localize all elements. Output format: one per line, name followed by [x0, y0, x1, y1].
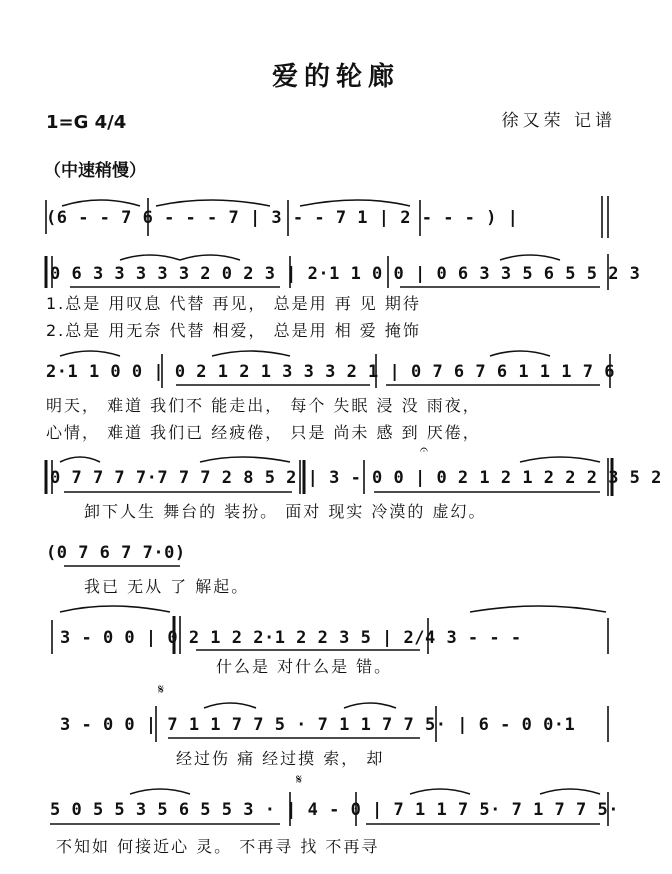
notation-line: 3 - 0 0 | 0 2 1 2 2·1 2 2 3 5 | 2/4 3 - - -: [60, 628, 522, 648]
lyric-line: 我已 无从 了 解起。: [84, 577, 250, 596]
lyric-line-verse-2: 2.总是 用无奈 代替 相爱， 总是用 相 爱 掩饰: [46, 321, 421, 340]
lyric-line-verse-1: 明天， 难道 我们不 能走出， 每个 失眠 浸 没 雨夜，: [46, 396, 481, 415]
lyric-line: 卸下人生 舞台的 装扮。 面对 现实 冷漠的 虚幻。: [84, 502, 487, 521]
notation-line: 3 - 0 0 | 7 1 1 7 7 5 · 7 1 1 7 7 5· | 6 - 0 0·1: [60, 715, 576, 735]
tempo-marking: （中速稍慢）: [44, 161, 146, 181]
svg-text:𝄋: 𝄋: [158, 682, 165, 698]
notation-line: 0 6 3 3 3 3 3 2 0 2 3 | 2·1 1 0 0 | 0 6 3 3 5 6 5 5 2 3: [50, 264, 641, 284]
svg-text:𝄋: 𝄋: [296, 772, 303, 788]
lyric-line: 不知如 何接近心 灵。 不再寻 找 不再寻: [56, 837, 380, 856]
lyric-line: 什么是 对什么是 错。: [216, 657, 393, 676]
transcriber-credit: 徐又荣 记谱: [501, 111, 616, 131]
notation-line: 0 7 7 7 7·7 7 7 2 8 5 2 | 3 - 0 0 | 0 2 1 2 1 2 2 2 3 5 2: [50, 468, 662, 488]
notation-line: (6 - - 7 6 - - - 7 | 3 - - 7 1 | 2 - - - ) |: [46, 208, 519, 228]
lyric-line-verse-1: 1.总是 用叹息 代替 再见， 总是用 再 见 期待: [46, 294, 421, 313]
lyric-line-verse-2: 心情， 难道 我们已 经疲倦， 只是 尚未 感 到 厌倦，: [46, 423, 481, 442]
notation-line: 5 0 5 5 3 5 6 5 5 3 · | 4 - 0 | 7 1 1 7 5· 7 1 7 7 5·: [50, 800, 619, 820]
notation-line: (0 7 6 7 7·0): [46, 543, 186, 563]
song-title: 爱的轮廊: [271, 62, 400, 92]
svg-text:𝄐: 𝄐: [420, 442, 428, 458]
lyric-line: 经过伤 痛 经过摸 索， 却: [176, 749, 385, 768]
key-signature: 1=G 4/4: [46, 112, 127, 133]
notation-line: 2·1 1 0 0 | 0 2 1 2 1 3 3 3 2 1 | 0 7 6 7 6 1 1 1 7 6: [46, 362, 615, 382]
